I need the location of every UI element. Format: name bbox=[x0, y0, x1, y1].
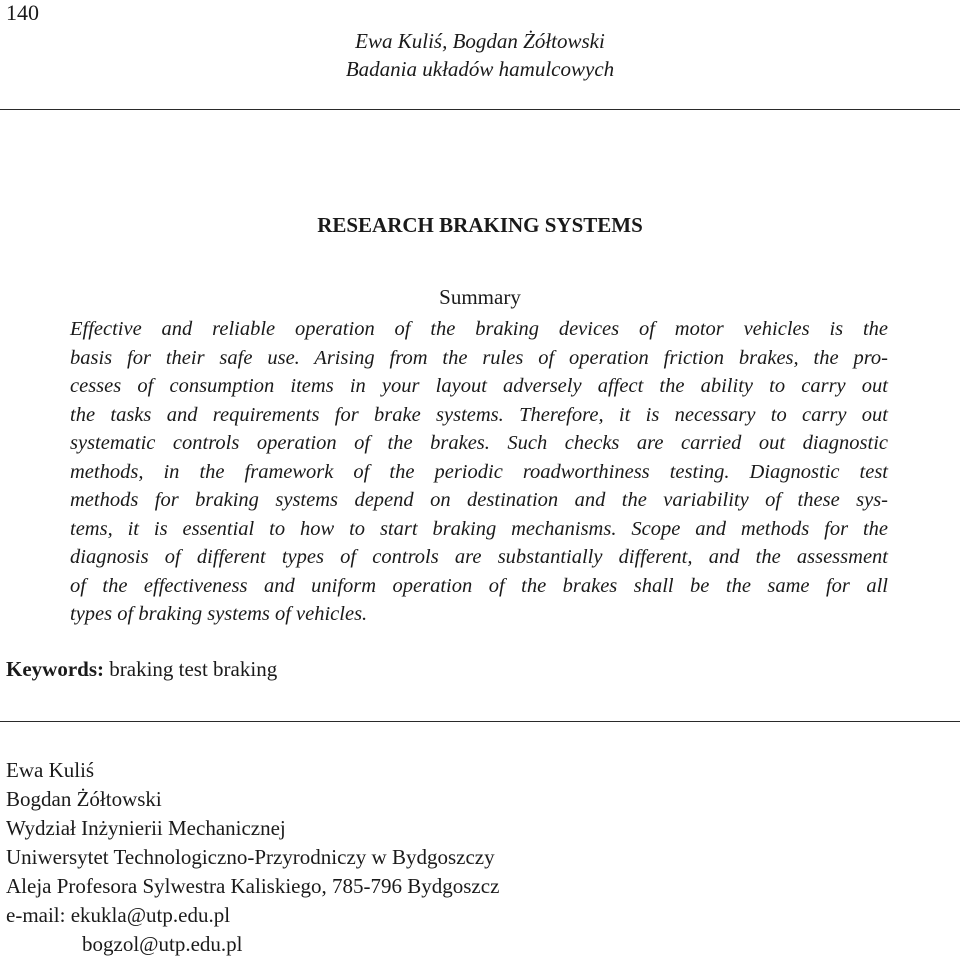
abstract-line: cesses of consumption items in your layout adversely affect the ability to carry out bbox=[70, 375, 888, 397]
article-title: RESEARCH BRAKING SYSTEMS bbox=[317, 213, 643, 237]
running-header-title: Badania układów hamulcowych bbox=[345, 57, 615, 81]
email-secondary: bogzol@utp.edu.pl bbox=[82, 932, 243, 956]
abstract-line: types of braking systems of vehicles. bbox=[70, 603, 368, 625]
author-name: Bogdan Żółtowski bbox=[6, 787, 162, 811]
keywords bbox=[6, 655, 277, 683]
abstract-line: systematic controls operation of the brakes. Such checks are carried out diagnostic bbox=[70, 432, 888, 454]
header-divider bbox=[0, 109, 960, 110]
faculty-name: Wydział Inżynierii Mechanicznej bbox=[6, 816, 286, 840]
author-affiliation bbox=[6, 756, 499, 959]
running-header bbox=[0, 27, 960, 83]
abstract-line: the tasks and requirements for brake systems. Therefore, it is necessary to carry out bbox=[70, 403, 888, 426]
abstract-line: Effective and reliable operation of the braking devices of motor vehicles is the bbox=[70, 318, 888, 340]
abstract-line: diagnosis of different types of controls are substantially different, and the assessment bbox=[70, 546, 888, 568]
postal-address: Aleja Profesora Sylwestra Kaliskiego, 785-796 Bydgoszcz bbox=[6, 874, 500, 898]
footer-divider bbox=[0, 721, 960, 722]
author-name: Ewa Kuliś bbox=[6, 758, 95, 782]
university-name: Uniwersytet Technologiczno-Przyrodniczy w Bydgoszczy bbox=[6, 845, 495, 869]
summary-heading: Summary bbox=[439, 285, 521, 309]
abstract-line: methods, in the framework of the periodic roadworthiness testing. Diagnostic test bbox=[70, 460, 888, 483]
abstract-line: tems, it is essential to how to start braking mechanisms. Scope and methods for the bbox=[70, 517, 888, 540]
email-primary: e-mail: ekukla@utp.edu.pl bbox=[6, 903, 231, 927]
keywords-value: braking test braking bbox=[109, 657, 278, 681]
abstract-line: basis for their safe use. Arising from the rules of operation friction brakes, the pro- bbox=[70, 346, 888, 369]
keywords-label: Keywords: bbox=[6, 657, 104, 681]
abstract-line: of the effectiveness and uniform operation of the brakes shall be the same for all bbox=[70, 574, 888, 597]
abstract-line: methods for braking systems depend on destination and the variability of these sys- bbox=[70, 489, 888, 511]
page-number: 140 bbox=[6, 0, 39, 25]
abstract bbox=[70, 315, 888, 629]
running-header-authors: Ewa Kuliś, Bogdan Żółtowski bbox=[355, 29, 605, 53]
